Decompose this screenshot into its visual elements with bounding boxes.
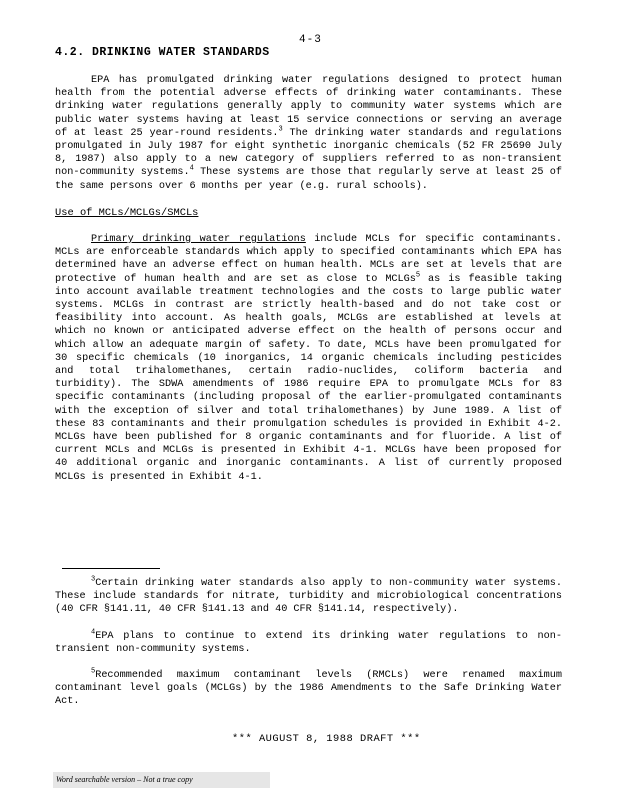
draft-date-line: *** AUGUST 8, 1988 DRAFT *** (232, 733, 421, 745)
footnote-ref-5[interactable]: 5 (415, 271, 421, 280)
intro-text-3: These systems are those that regularly serve at least 25 of the same persons over 6 months per year (e.g. rural schools). (55, 167, 562, 192)
mcl-text-2: as is feasible taking into account available treatment technologies and the costs to large public water systems. MCLGs in contrast are strictly health-based and do not take cost or feasibility into account. As health goals, MCLGs are established at levels at which no known or anticipated adverse effect on the health of persons occur and which allow an adequate margin of safety. To date, MCLs have been promulgated for 30 specific chemicals (10 inorganics, 14 organic chemicals including pesticides and total trihalomethanes, certain radio-nuclides, coliform bacteria and turbidity). The SDWA amendments of 1986 require EPA to promulgate MCLs for 83 specific contaminants (including proposal of the earlier-promulgated contaminants with the exception of silver and total trihalomethanes) by June 1989. A list of these 83 contaminants and their promulgation schedules is provided in Exhibit 4-2. MCLGs have been published for 8 organic contaminants and for fluoride. A list of current MCLs and MCLGs is presented in Exhibit 4-1. MCLGs have been proposed for 40 additional organic and inorganic contaminants. A list of currently proposed MCLGs is presented in Exhibit 4-1. (55, 273, 563, 483)
footnote-text: Certain drinking water standards also apply to non-community water systems. These include standards for nitrate, turbidity and microbiological concentrations (40 CFR §141.11, 40 CFR §141.13 and 40 CFR §141.14, respectively). (55, 578, 562, 616)
mcl-lead-term: Primary drinking water regulations (91, 234, 306, 245)
mcl-paragraph (55, 233, 562, 484)
footnote-number: 5 (91, 667, 96, 676)
intro-text-2: The drinking water standards and regulations promulgated in July 1987 for eight synthetic inorganic chemicals (52 FR 25690 July 8, 1987) also apply to a new category of suppliers referred to as non-transient non-community systems. (55, 127, 562, 179)
searchable-version-note: Word searchable version – Not a true copy (53, 772, 270, 788)
section-heading: 4.2. DRINKING WATER STANDARDS (55, 46, 270, 59)
footnote-4 (55, 630, 562, 656)
footnote-text: Recommended maximum contaminant levels (RMCLs) were renamed maximum contaminant level goals (MCLGs) by the 1986 Amendments to the Safe Drinking Water Act. (55, 670, 562, 708)
intro-text-1: EPA has promulgated drinking water regulations designed to protect human health from the potential adverse effects of drinking water contaminants. These drinking water regulations generally apply to community water systems which are public water systems having at least 15 service connections or serving an average of at least 25 year-round residents. (55, 75, 562, 139)
page-number: 4-3 (299, 34, 322, 46)
footnote-ref-3[interactable]: 3 (278, 125, 283, 134)
footnote-text: EPA plans to continue to extend its drinking water regulations to non-transient non-community systems. (55, 631, 562, 656)
intro-paragraph (55, 74, 562, 193)
footnote-number: 4 (91, 628, 96, 637)
mcl-text-1: include MCLs for specific contaminants. MCLs are enforceable standards which apply to specified contaminants which EPA has determined have an adverse effect on human health. MCLs are set at levels that are protective of human health and are set as close to MCLGs (55, 234, 563, 285)
footnote-ref-4[interactable]: 4 (189, 165, 194, 174)
footnote-3 (55, 577, 562, 617)
subsection-heading: Use of MCLs/MCLGs/SMCLs (55, 207, 199, 219)
footnote-divider (62, 568, 160, 569)
footnote-number: 3 (91, 575, 96, 584)
footnote-5 (55, 669, 562, 709)
